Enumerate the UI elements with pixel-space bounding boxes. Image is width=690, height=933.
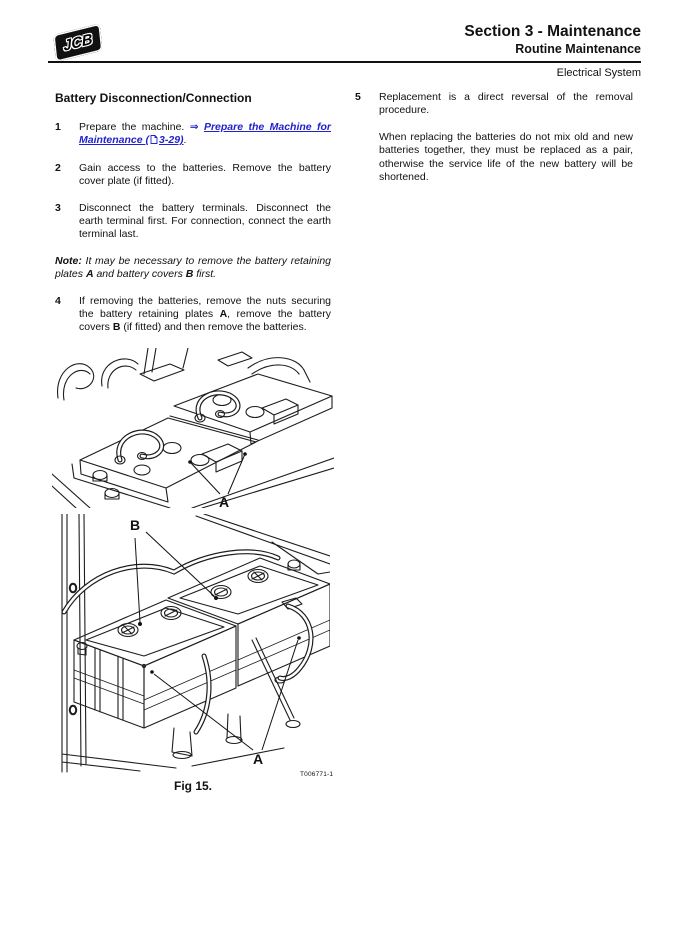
figure-reference-code: T006771-1 [300,771,334,778]
system-title: Electrical System [556,67,641,79]
right-column [355,91,633,184]
left-column [55,91,331,348]
step-4 [55,295,331,335]
page-ref-icon [150,135,158,148]
step-1-number: 1 [55,121,61,133]
note-ref-a: A [85,268,94,281]
step-3-number: 3 [55,201,61,214]
section-title: Section 3 - Maintenance [464,23,641,40]
step-2-text: Gain access to the batteries. Remove the battery cover plate (if fitted). [79,161,331,188]
step-2 [55,162,331,189]
note-ref-b: B [185,268,194,281]
xref-arrow-icon: ⇒ [189,121,199,133]
step-5 [355,91,633,118]
step-1-end: . [183,134,187,147]
figure-1-battery-retaining-plates [52,348,334,508]
step-2-number: 2 [55,161,61,174]
subsection-title: Routine Maintenance [515,42,641,56]
step-4-text [79,295,331,335]
note-label: Note: [55,254,82,267]
header-rule [48,61,641,63]
step-5-paragraph-2: When replacing the batteries do not mix old and new batteries together, they must be replaced as a pair, otherwise the service life of the new battery will be shortened. [379,130,633,184]
step-1-text [79,121,331,149]
step-3-text: Disconnect the battery terminals. Disconnect the earth terminal first. For connection, connect the earth terminal last. [79,201,331,241]
step-3 [55,202,331,242]
jcb-logo-text: JCB [62,30,94,55]
xref-link-page: 3-29) [159,134,184,147]
step-4-text-2: , remove the battery covers [79,308,331,334]
note-text-1: It may be necessary to remove the battery retaining plates [55,254,331,281]
page-heading: Battery Disconnection/Connection [55,91,252,105]
step-5-text: Replacement is a direct reversal of the removal procedure. [379,91,633,117]
xref-link-text: Prepare the Machine for Maintenance ( [79,121,332,147]
figure-caption: Fig 15. [173,779,212,793]
step-4-ref-b: B [112,321,121,334]
step-4-ref-a: A [219,308,228,321]
note-block [55,255,331,282]
figure-1-label-a: A [218,494,230,508]
figure-2-line-drawing [56,514,330,774]
step-4-text-1: If removing the batteries, remove the nuts securing the battery retaining plates [79,294,331,321]
figure-2-label-b: B [129,517,141,533]
step-1 [55,121,331,149]
figure-2-battery-covers [56,514,330,774]
step-1-lead: Prepare the machine. [79,121,190,133]
note-text-2: and battery covers [93,268,186,281]
header-titles [464,23,641,57]
figure-2-label-a: A [252,751,264,767]
note-text-3: first. [193,268,217,281]
step-4-text-3: (if fitted) and then remove the batteries. [120,321,307,334]
step-5-number: 5 [355,91,361,103]
step-4-number: 4 [55,294,61,307]
figure-1-line-drawing [52,348,334,508]
jcb-logo-slab [53,23,102,62]
